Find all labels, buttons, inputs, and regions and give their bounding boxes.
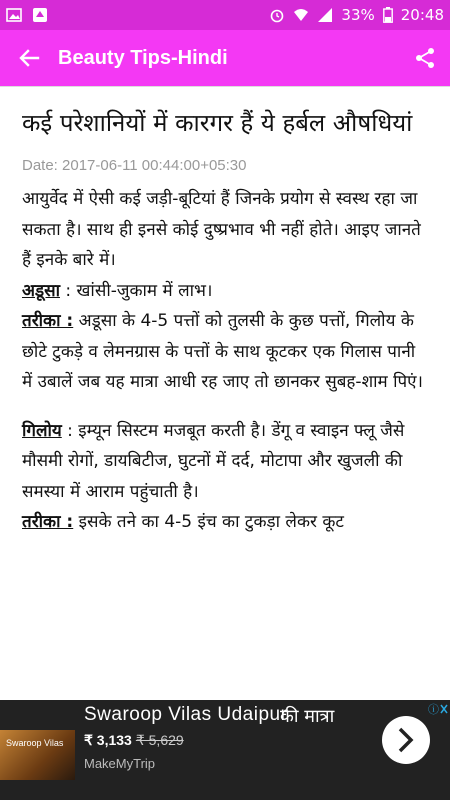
ad-brand: MakeMyTrip <box>84 756 156 771</box>
ad-image <box>0 730 75 780</box>
banner-ad[interactable] <box>0 700 450 800</box>
herb2-method: इसके तने का 4-5 इंच का टुकड़ा लेकर कूट <box>73 512 344 532</box>
herb2-desc: : इम्यून सिस्टम मजबूत करती है। डेंगू व स्वाइन फ्लू जैसे मौसमी रोगों, डायबिटीज, घुटनों में दर्द, मोटापा और खुजली की समस्या में आराम पहुंचाती है। <box>22 420 405 502</box>
app-bar <box>0 30 450 86</box>
signal-icon <box>317 7 333 23</box>
ad-title: Swaroop Vilas Udaipur <box>84 704 288 725</box>
wifi-icon <box>293 7 309 23</box>
article-headline: कई परेशानियों में कारगर हैं ये हर्बल औषधियां <box>22 109 413 137</box>
article-body <box>22 184 430 538</box>
ad-open-button[interactable] <box>382 716 430 764</box>
herb1-method: अडूसा के 4-5 पत्तों को तुलसी के कुछ पत्तों, गिलोय के छोटे टुकड़े व लेमनग्रास के पत्तों के साथ कूटकर एक गिलास पानी में उबालें जब यह मात्रा आधी रह जाए तो छानकर सुबह-शाम पिएं। <box>22 311 424 392</box>
chevron-right-icon <box>396 727 416 753</box>
herb2-name: गिलोय <box>22 420 62 441</box>
method-label-2: तरीका : <box>22 512 74 532</box>
ad-overlay-text: की मात्रा <box>280 706 335 727</box>
status-bar <box>0 0 450 30</box>
article-date: Date: 2017-06-11 00:44:00+05:30 <box>22 157 247 174</box>
article-scroll-area[interactable] <box>0 86 450 700</box>
herb2-method-paragraph <box>22 507 430 538</box>
alarm-icon <box>269 7 285 23</box>
ad-choices-icon[interactable] <box>428 702 448 719</box>
share-icon <box>414 47 436 69</box>
svg-text:ⓘ: ⓘ <box>428 704 439 716</box>
battery-icon <box>383 7 393 23</box>
intro-paragraph: आयुर्वेद में ऐसी कई जड़ी-बूटियां हैं जिनके प्रयोग से स्वस्थ रहा जा सकता है। साथ ही इनसे कोई दुष्प्रभाव भी नहीं होते। आइए जानते हैं इनके बारे में। <box>22 189 421 270</box>
ad-price <box>84 732 184 749</box>
app-notification-icon <box>32 7 48 23</box>
ad-image-caption: Swaroop Vilas <box>6 738 64 748</box>
share-button[interactable] <box>400 30 450 86</box>
article <box>0 87 450 538</box>
back-button[interactable] <box>0 30 58 86</box>
method-label: तरीका : <box>22 311 74 331</box>
clock: 20:48 <box>400 6 444 24</box>
arrow-left-icon <box>18 47 40 69</box>
app-title: Beauty Tips-Hindi <box>58 46 228 69</box>
ad-old-price: ₹ 5,629 <box>135 732 184 748</box>
herb2-paragraph <box>22 416 430 508</box>
herb1-method-paragraph <box>22 306 430 398</box>
herb1-desc: : खांसी-जुकाम में लाभ। <box>65 280 213 301</box>
herb1-paragraph <box>22 276 430 307</box>
battery-percent: 33% <box>341 6 375 24</box>
herb1-name: अडूसा <box>22 280 60 301</box>
ad-current-price: ₹ 3,133 <box>84 732 132 748</box>
image-notification-icon <box>6 7 22 23</box>
